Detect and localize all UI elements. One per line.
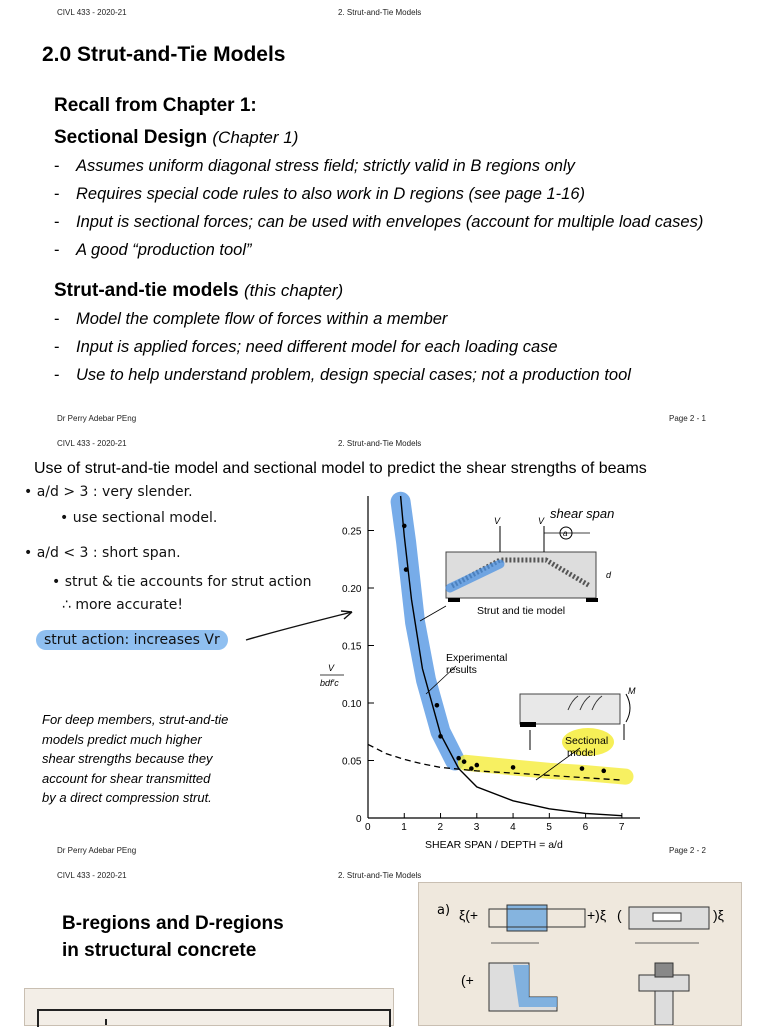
x-tick-label: 7 [618,822,625,833]
x-tick-label: 0 [365,822,371,833]
sectional-bullet: - Assumes uniform diagonal stress field; strictly valid in B regions only [54,157,575,175]
experimental-point [456,756,461,761]
page-title: 2.0 Strut-and-Tie Models [42,43,286,66]
sectional-heading-note: (Chapter 1) [212,128,299,147]
figure-label-a: a) [437,903,451,918]
x-tick-label: 5 [546,822,552,833]
experimental-point [402,524,407,529]
handwritten-highlight-strut-action: strut action: increases Vr [36,630,228,650]
x-tick-label: 4 [510,822,516,833]
experimental-point [475,763,480,768]
page2-footer-left: Dr Perry Adebar PEng [57,846,137,855]
stm-heading-text: Strut-and-tie models [54,280,239,301]
y-tick-label: 0.25 [342,526,362,538]
experimental-point [462,759,467,764]
svg-text:+)ξ: +)ξ [587,907,607,923]
page2-header-center: 2. Strut-and-Tie Models [338,439,422,448]
svg-text:ξ(+: ξ(+ [459,907,479,923]
stm-bullet: - Use to help understand problem, design special cases; not a production tool [54,366,631,384]
sectional-label: Sectional [565,735,609,747]
blue-highlight-strut-curve [401,502,455,761]
handwritten-note-sectional: • use sectional model. [60,510,218,526]
strut-and-tie-beam-diagram [446,526,598,602]
x-tick-label: 1 [401,822,407,833]
stm-bullet: - Input is applied forces; need different model for each loading case [54,338,558,356]
results-label: results [446,664,477,676]
y-tick-label: 0.20 [342,584,362,595]
experimental-point [511,765,516,770]
strut-tie-model-label: Strut and tie model [477,605,566,617]
page1-footer-left: Dr Perry Adebar PEng [57,414,137,423]
handwritten-note-short-span: • a/d < 3 : short span. [24,545,181,561]
page1-header-left: CIVL 433 - 2020-21 [57,8,127,17]
experimental-point [580,766,585,771]
y-axis-label-numerator: V [328,663,335,673]
svg-text:(: ( [617,907,622,923]
experimental-label: Experimental [446,652,508,664]
a-label: a [563,529,568,538]
shear-strength-chart [300,488,650,856]
sectional-design-heading [54,127,298,149]
deep-members-note: For deep members, strut-and-tie models predict much higher shear strengths because they account for shear transmitted by a direct compression strut. [42,712,229,805]
handwritten-note-slender: • a/d > 3 : very slender. [24,484,193,500]
y-axis-label-denominator: bdf′c [320,678,339,688]
recall-heading: Recall from Chapter 1: [54,95,257,116]
experimental-point [438,734,443,739]
region-sketches [459,893,739,1025]
b-d-regions-figure-right [418,882,742,1026]
shear-span-label: shear span [550,506,615,521]
experimental-point [601,769,606,774]
svg-text:(+: (+ [461,972,474,988]
handwritten-note-accurate: ∴ more accurate! [62,597,183,613]
handwritten-note-strut-action: • strut & tie accounts for strut action [52,574,312,590]
b-d-regions-figure-left [24,988,394,1026]
x-tick-label: 2 [437,822,444,833]
y-tick-label: 0.15 [342,641,362,653]
experimental-point [404,567,409,572]
x-tick-label: 6 [582,822,589,833]
y-tick-label: 0 [356,814,362,825]
page2-footer-right: Page 2 - 2 [669,846,706,855]
sectional-bullet: - Requires special code rules to also work in D regions (see page 1-16) [54,185,586,203]
stm-heading-note: (this chapter) [244,281,344,300]
m-label: M [628,686,636,696]
sectional-bullet: - Input is sectional forces; can be used with envelopes (account for multiple load cases) [54,213,704,231]
sectional-heading-text: Sectional Design [54,127,208,148]
y-tick-label: 0.10 [342,699,362,710]
model-label: model [567,747,596,759]
page3-title: B-regions and D-regions in structural concrete [62,913,284,961]
page3-header-left: CIVL 433 - 2020-21 [57,871,127,880]
v-label-1: V [494,516,501,526]
d-label: d [606,570,612,580]
stm-bullet: - Model the complete flow of forces within a member [54,310,448,328]
v-label-2: V [538,516,545,526]
y-tick-label: 0.05 [342,756,362,768]
experimental-point [469,766,474,771]
page2-intro: Use of strut-and-tie model and sectional model to predict the shear strengths of beams [34,460,647,477]
stm-heading [54,280,343,302]
x-axis-label: SHEAR SPAN / DEPTH = a/d [425,839,563,851]
page1-footer-right: Page 2 - 1 [669,414,706,423]
x-tick-label: 3 [473,822,480,833]
experimental-point [435,703,440,708]
svg-text:)ξ: )ξ [713,907,724,923]
sectional-bullet: - A good “production tool” [54,241,252,259]
page3-header-center: 2. Strut-and-Tie Models [338,871,422,880]
page2-header-left: CIVL 433 - 2020-21 [57,439,127,448]
page1-header-center: 2. Strut-and-Tie Models [338,8,422,17]
